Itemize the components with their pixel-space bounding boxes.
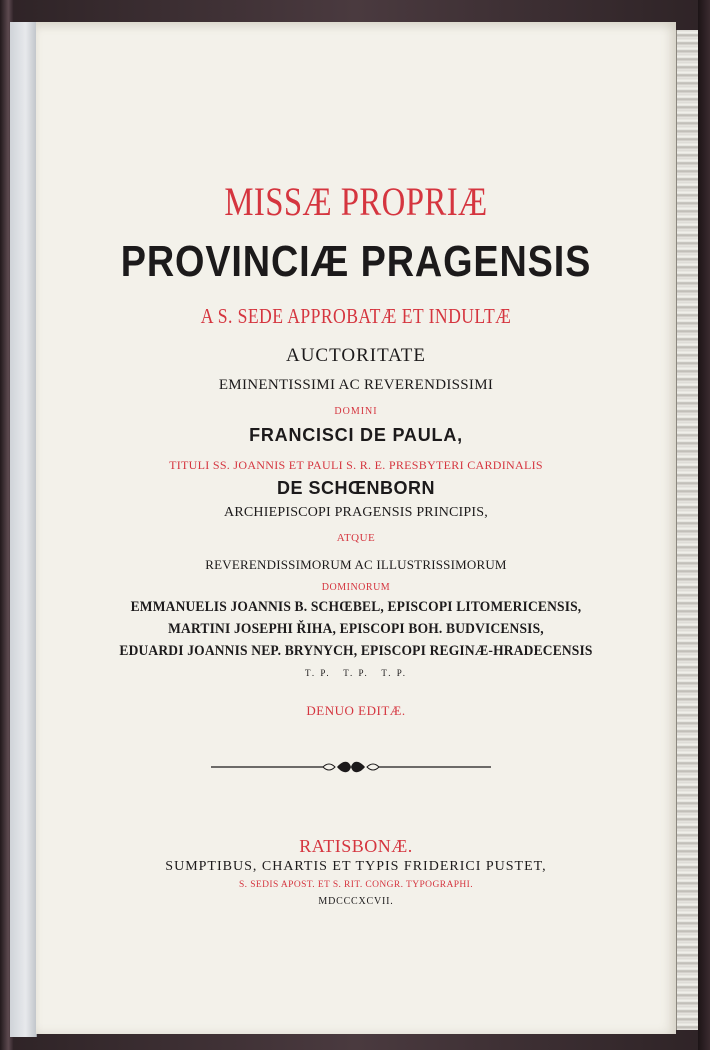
imprint-place: RATISBONÆ. (299, 836, 413, 856)
title-line-provinciae: PROVINCIÆ PRAGENSIS (120, 237, 592, 286)
imprint-year: MDCCCXCVII. (318, 896, 394, 907)
reverendissimorum-line: REVERENDISSIMORUM AC ILLUSTRISSIMORUM (205, 557, 507, 572)
dominorum-line: DOMINORUM (321, 582, 391, 593)
tituli-line: TITULI SS. JOANNIS ET PAULI S. R. E. PRESBYTERI CARDINALIS (169, 458, 543, 472)
auctoritate-line: AUCTORITATE (285, 345, 426, 366)
page-block-edge (676, 30, 699, 1030)
tp-line: T. P. T. P. T. P. (305, 668, 407, 678)
subtitle-approbatae: A S. SEDE APPROBATÆ ET INDULTÆ (200, 304, 512, 328)
title-page (36, 22, 676, 1034)
ornament-rule (211, 760, 491, 774)
denuo-editae-line: DENUO EDITÆ. (306, 703, 406, 718)
flyleaf-edge (10, 22, 37, 1037)
francisci-line: FRANCISCI DE PAULA, (249, 425, 463, 445)
bishop-line-schoebel: EMMANUELIS JOANNIS B. SCHŒBEL, EPISCOPI LITOMERICENSIS, (130, 599, 582, 615)
imprint-privilege: S. SEDIS APOST. ET S. RIT. CONGR. TYPOGRAPHI. (239, 880, 473, 890)
title-line-missae: MISSÆ PROPRIÆ (224, 179, 488, 224)
bishop-line-riha: MARTINI JOSEPHI ŘIHA, EPISCOPI BOH. BUDVICENSIS, (168, 621, 544, 637)
eminentissimi-line: EMINENTISSIMI AC REVERENDISSIMI (218, 377, 494, 393)
archiepiscopi-line: ARCHIEPISCOPI PRAGENSIS PRINCIPIS, (224, 505, 488, 520)
imprint-publisher: SUMPTIBUS, CHARTIS ET TYPIS FRIDERICI PUSTET, (165, 859, 547, 874)
bishop-line-brynych: EDUARDI JOANNIS NEP. BRYNYCH, EPISCOPI REGINÆ-HRADECENSIS (119, 643, 593, 659)
book-cover-edge (698, 0, 710, 1050)
atque-line: ATQUE (336, 532, 376, 544)
domini-line: DOMINI (334, 406, 378, 417)
schoenborn-line: DE SCHŒNBORN (276, 478, 435, 498)
